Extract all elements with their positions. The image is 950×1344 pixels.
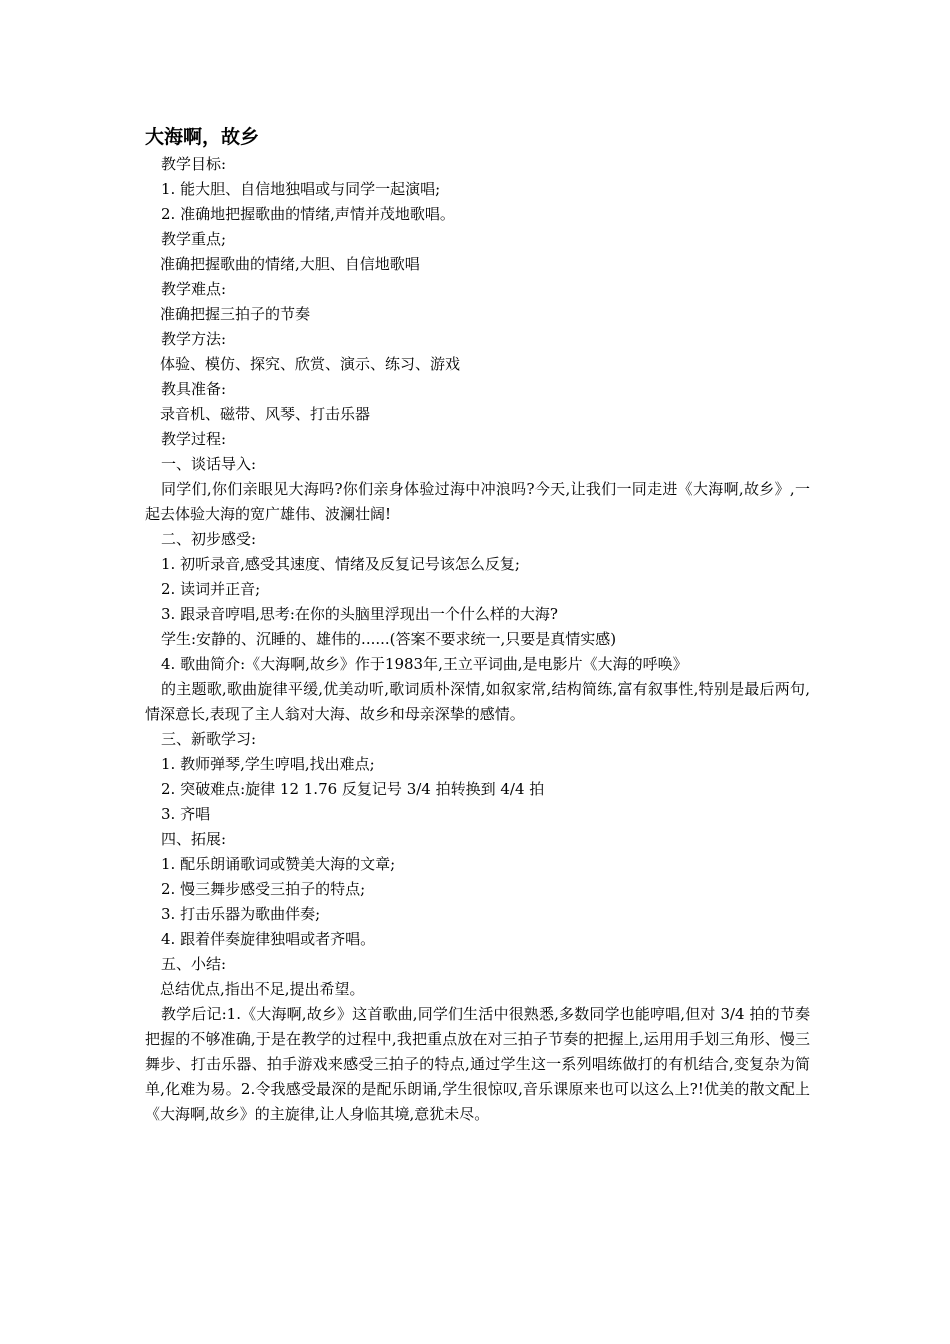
new-song-item-2: 2. 突破难点:旋律 12 1.76 反复记号 3/4 拍转换到 4/4 拍 — [161, 780, 545, 798]
section-heading-objectives: 教学目标: — [161, 155, 227, 173]
step-heading-extension: 四、拓展: — [161, 830, 227, 848]
extension-item-2: 2. 慢三舞步感受三拍子的特点; — [161, 880, 366, 898]
first-impressions-item-3: 3. 跟录音哼唱,思考:在你的头脑里浮现出一个什么样的大海? — [161, 605, 558, 623]
difficulties-text: 准确把握三拍子的节奏 — [160, 305, 311, 323]
materials-text: 录音机、磁带、风琴、打击乐器 — [160, 405, 371, 423]
step-heading-first-impressions: 二、初步感受: — [161, 530, 257, 548]
section-heading-methods: 教学方法: — [161, 330, 227, 348]
new-song-item-3: 3. 齐唱 — [161, 805, 211, 823]
extension-item-1: 1. 配乐朗诵歌词或赞美大海的文章; — [161, 855, 396, 873]
summary-text: 总结优点,指出不足,提出希望。 — [160, 980, 365, 998]
section-heading-materials: 教具准备: — [161, 380, 227, 398]
step-heading-new-song: 三、新歌学习: — [161, 730, 257, 748]
objective-item-1: 1. 能大胆、自信地独唱或与同学一起演唱; — [161, 180, 441, 198]
first-impressions-item-1: 1. 初听录音,感受其速度、情绪及反复记号该怎么反复; — [161, 555, 520, 573]
objective-item-2: 2. 准确地把握歌曲的情绪,声情并茂地歌唱。 — [161, 205, 455, 223]
first-impressions-item-4: 4. 歌曲简介:《大海啊,故乡》作于1983年,王立平词曲,是电影片《大海的呼唤》 — [161, 655, 688, 673]
afterword-paragraph: 教学后记:1.《大海啊,故乡》这首歌曲,同学们生活中很熟悉,多数同学也能哼唱,但对 3/4 拍的节奏把握的不够准确,于是在教学的过程中,我把重点放在对三拍子节奏的把握上,运用用手划三角形、慢三舞步、打击乐器、拍手游戏来感受三拍子的特点,通过学生这一系列唱练做打的有机结合,变复杂为简单,化难为易。2.令我感受最深的是配乐朗诵,学生很惊叹,音乐课原来也可以这么上?!优美的散文配上《大海啊,故乡》的主旋律,让人身临其境,意犹未尽。 — [145, 1005, 810, 1123]
extension-item-3: 3. 打击乐器为歌曲伴奏; — [161, 905, 321, 923]
section-heading-difficulties: 教学难点: — [161, 280, 227, 298]
intro-paragraph: 同学们,你们亲眼见大海吗?你们亲身体验过海中冲浪吗?今天,让我们一同走进《大海啊,故乡》,一起去体验大海的宽广雄伟、波澜壮阔! — [145, 480, 810, 523]
methods-text: 体验、模仿、探究、欣赏、演示、练习、游戏 — [160, 355, 461, 373]
extension-item-4: 4. 跟着伴奏旋律独唱或者齐唱。 — [161, 930, 376, 948]
key-points-text: 准确把握歌曲的情绪,大胆、自信地歌唱 — [160, 255, 420, 273]
step-heading-intro: 一、谈话导入: — [161, 455, 257, 473]
document-title: 大海啊，故乡 — [145, 126, 260, 148]
first-impressions-item-2: 2. 读词并正音; — [161, 580, 261, 598]
section-heading-process: 教学过程: — [161, 430, 227, 448]
student-answer: 学生:安静的、沉睡的、雄伟的......(答案不要求统一,只要是真情实感) — [161, 630, 617, 648]
new-song-item-1: 1. 教师弹琴,学生哼唱,找出难点; — [161, 755, 375, 773]
step-heading-summary: 五、小结: — [161, 955, 227, 973]
document-body — [145, 122, 810, 1127]
section-heading-key-points: 教学重点; — [161, 230, 227, 248]
song-intro-paragraph: 的主题歌,歌曲旋律平缓,优美动听,歌词质朴深情,如叙家常,结构简练,富有叙事性,特别是最后两句,情深意长,表现了主人翁对大海、故乡和母亲深挚的感情。 — [145, 680, 810, 723]
